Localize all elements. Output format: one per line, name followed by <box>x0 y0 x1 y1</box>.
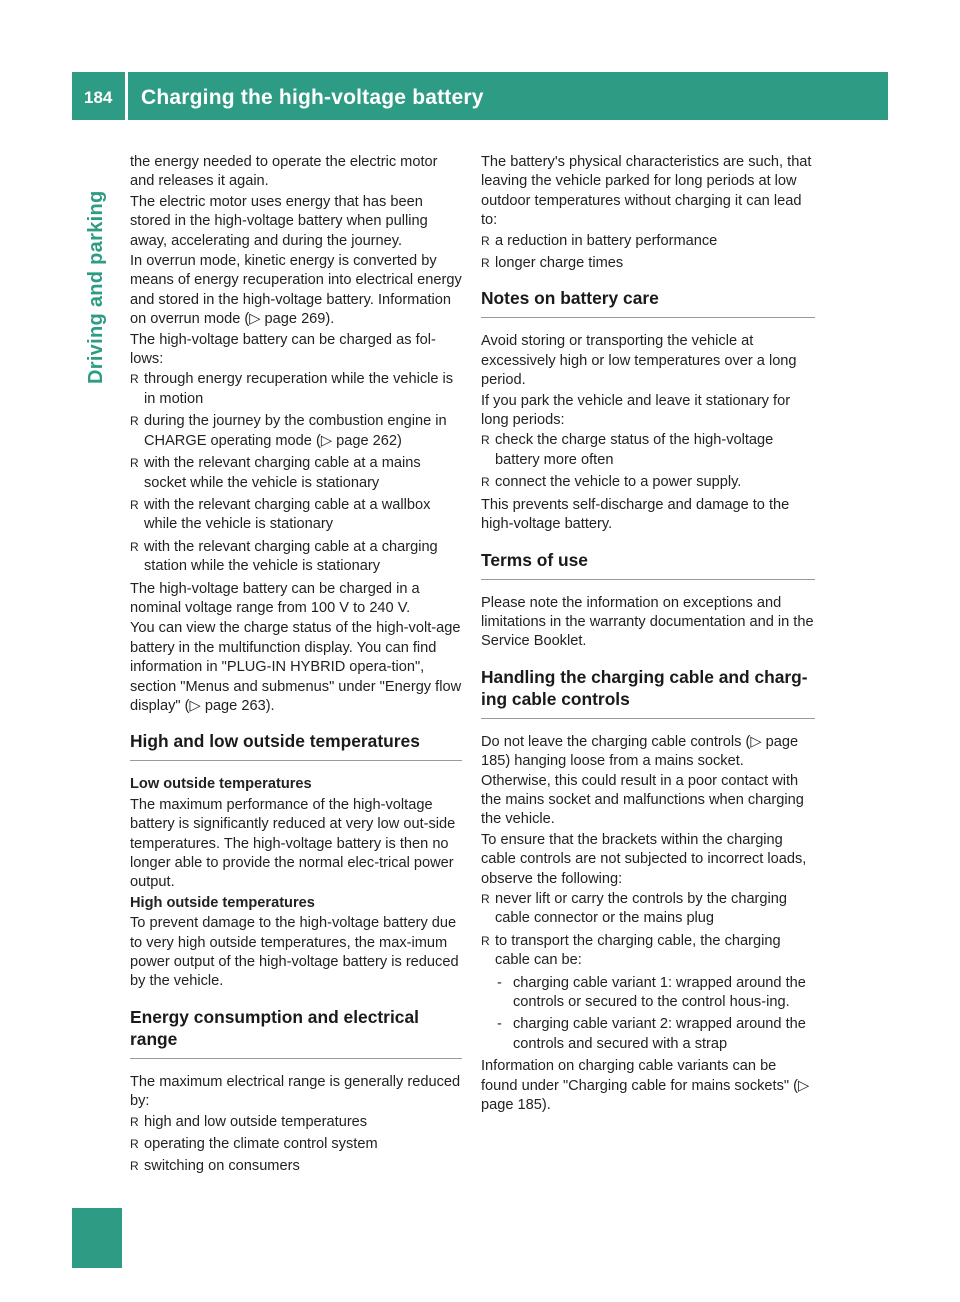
list-item: R with the relevant charging cable at a mains socket while the vehicle is stationary <box>130 455 421 491</box>
paragraph: The high-voltage battery can be charged as fol-lows: <box>130 331 436 368</box>
section-label: Driving and parking <box>85 190 107 384</box>
subheading-high: High outside temperatures <box>130 894 315 911</box>
list-item: R with the relevant charging cable at a wallbox while the vehicle is stationary <box>130 496 431 533</box>
paragraph: the energy needed to operate the electric motor and releases it again. <box>130 154 438 190</box>
sub-list-item: - charging cable variant 2: wrapped around the controls and secured with a strap <box>497 1016 806 1052</box>
bullet-icon: R <box>481 433 490 448</box>
list-item: R high and low outside temperatures <box>130 1113 462 1132</box>
paragraph: The electric motor uses energy that has been stored in the high-voltage battery when pulling away, accelerating and during the journey. <box>130 193 428 249</box>
list-item: R never lift or carry the controls by the charging cable connector or the mains plug <box>481 890 788 927</box>
paragraph: The maximum performance of the high-voltage battery is significantly reduced at very low out-side temperatures. The high-voltage battery is then no longer able to provide the normal elec-trical power output. <box>130 796 456 891</box>
bullet-icon: R <box>481 891 490 906</box>
bullet-icon: R <box>130 1114 139 1129</box>
list-item: R connect the vehicle to a power supply. <box>481 473 815 492</box>
sidebar-marker <box>72 1208 122 1268</box>
bullet-icon: R <box>130 1137 139 1152</box>
list-item: R operating the climate control system <box>130 1135 462 1154</box>
list-item: R a reduction in battery performance <box>481 232 815 251</box>
page-number: 184 <box>84 88 113 107</box>
right-column <box>481 153 815 1116</box>
subheading-low: Low outside temperatures <box>130 776 312 793</box>
paragraph: Do not leave the charging cable controls (▷ page 185) hanging loose from a mains socket. Otherwise, this could result in a poor contact with the mains socket and malfunctions when charging the vehicle. <box>481 733 804 828</box>
dash-icon: - <box>497 1016 502 1033</box>
page-ref-link[interactable]: page 269). <box>264 311 335 328</box>
list-item: R longer charge times <box>481 254 815 273</box>
bullet-icon: R <box>130 456 139 471</box>
bullet-icon: R <box>481 256 490 271</box>
bullet-icon: R <box>481 233 490 248</box>
paragraph: This prevents self-discharge and damage to the high-voltage battery. <box>481 496 790 533</box>
paragraph: In overrun mode, kinetic energy is converted by means of energy recuperation into electrical energy and stored in the high-voltage battery. Information on overrun mode (▷ page 269). <box>130 253 462 328</box>
bullet-icon: R <box>481 475 490 490</box>
page-ref-link[interactable]: page 263). <box>204 697 275 714</box>
paragraph: If you park the vehicle and leave it stationary for long periods: <box>481 392 791 429</box>
dash-icon: - <box>497 974 502 991</box>
bullet-icon: R <box>130 1159 139 1174</box>
page-ref-link[interactable]: page 262) <box>336 432 402 449</box>
list-item: R switching on consumers <box>130 1157 462 1176</box>
paragraph: Avoid storing or transporting the vehicle at excessively high or low temperatures over a long period. <box>481 333 797 389</box>
list-item: R with the relevant charging cable at a charging station while the vehicle is stationary <box>130 538 438 575</box>
sub-list-item: - charging cable variant 1: wrapped around the controls or secured to the control hous-ing. <box>497 974 806 1010</box>
page-ref-link[interactable]: page 185) hanging loose from a mains socket. Otherwise, this could result in a poor contact with the mains socket and malfunctions when charging the vehicle. <box>481 733 804 828</box>
page-ref-icon: ▷ <box>798 1077 810 1094</box>
list-item: R check the charge status of the high-voltage battery more often <box>481 432 774 468</box>
section-heading-cable: Handling the charging cable and charg-ing cable controls <box>481 666 815 719</box>
bullet-icon: R <box>481 933 490 948</box>
paragraph: The maximum electrical range is generally reduced by: <box>130 1073 461 1110</box>
paragraph: To ensure that the brackets within the charging cable controls are not subjected to incorrect loads, observe the following: <box>481 831 807 887</box>
section-heading-energy: Energy consumption and electrical range <box>130 1006 462 1059</box>
paragraph: Please note the information on exceptions and limitations in the warranty documentation and in the Service Booklet. <box>481 594 814 650</box>
section-heading-terms: Terms of use <box>481 549 815 580</box>
bullet-icon: R <box>130 372 139 387</box>
bullet-icon: R <box>130 414 139 429</box>
bullet-icon: R <box>130 539 139 554</box>
paragraph: Information on charging cable variants can be found under "Charging cable for mains sockets" (▷ page 185). <box>481 1058 810 1114</box>
list-item: R during the journey by the combustion engine in CHARGE operating mode (▷ page 262) <box>130 413 447 449</box>
page-ref-icon: ▷ <box>750 733 762 750</box>
left-column <box>130 153 462 1180</box>
paragraph: To prevent damage to the high-voltage battery due to very high outside temperatures, the max-imum power output of the high-voltage battery is reduced by the vehicle. <box>130 915 459 990</box>
list-item: R to transport the charging cable, the charging cable can be: <box>481 932 781 969</box>
paragraph: The high-voltage battery can be charged in a nominal voltage range from 100 V to 240 V. <box>130 580 420 616</box>
paragraph: You can view the charge status of the high-volt-age battery in the multifunction display. You can find information in "PLUG-IN HYBRID opera-tion", section "Menus and submenus" under "Energy flow display" (▷ page 263). <box>130 620 462 714</box>
paragraph: The battery's physical characteristics are such, that leaving the vehicle parked for long periods at low outdoor temperatures without charging it can lead to: <box>481 154 812 229</box>
list-item: R through energy recuperation while the vehicle is in motion <box>130 371 454 407</box>
page-ref-link[interactable]: page 185). <box>481 1097 551 1114</box>
page-ref-icon: ▷ <box>249 311 261 328</box>
page-ref-icon: ▷ <box>189 697 201 714</box>
section-heading-temperatures: High and low outside temperatures <box>130 730 462 761</box>
section-heading-battery-care: Notes on battery care <box>481 287 815 318</box>
page-title: Charging the high-voltage battery <box>141 86 484 109</box>
bullet-icon: R <box>130 497 139 512</box>
page-ref-icon: ▷ <box>320 432 333 449</box>
